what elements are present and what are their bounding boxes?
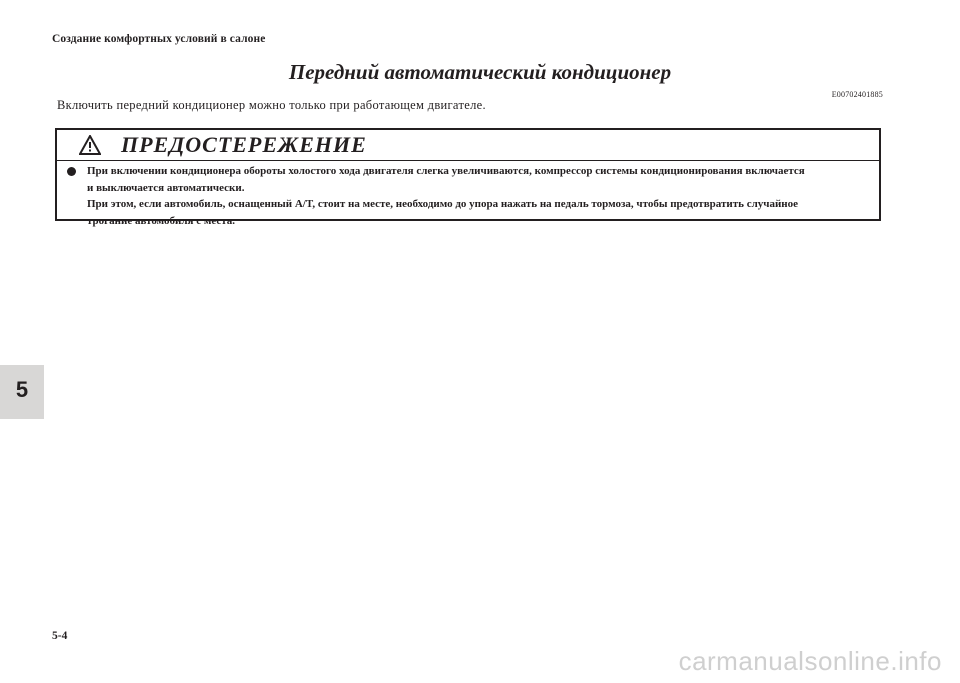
- chapter-number: 5: [15, 377, 29, 402]
- warning-triangle-icon: [79, 135, 101, 155]
- watermark: carmanualsonline.info: [678, 646, 942, 676]
- page-number: 5-4: [52, 630, 68, 642]
- warning-line: трогание автомобиля с места.: [87, 214, 236, 227]
- warning-box: [55, 128, 881, 227]
- bullet-icon: [67, 167, 76, 176]
- warning-title: ПРЕДОСТЕРЕЖЕНИЕ: [121, 132, 367, 157]
- intro-text: Включить передний кондиционер можно только при работающем двигателе.: [57, 98, 486, 112]
- section-code: E00702401885: [831, 90, 883, 99]
- running-head: Создание комфортных условий в салоне: [52, 33, 266, 45]
- warning-line: При включении кондиционера обороты холостого хода двигателя слегка увеличиваются, компрессор системы кондиционирования включается: [87, 165, 805, 177]
- chapter-tab: [0, 365, 44, 419]
- section-title: Передний автоматический кондиционер: [288, 60, 672, 84]
- warning-line: При этом, если автомобиль, оснащенный A/T, стоит на месте, необходимо до упора нажать на педаль тормоза, чтобы предотвратить случайное: [87, 198, 799, 210]
- warning-body: [57, 161, 879, 229]
- warning-line: и выключается автоматически.: [87, 181, 245, 194]
- warning-header: [57, 130, 879, 161]
